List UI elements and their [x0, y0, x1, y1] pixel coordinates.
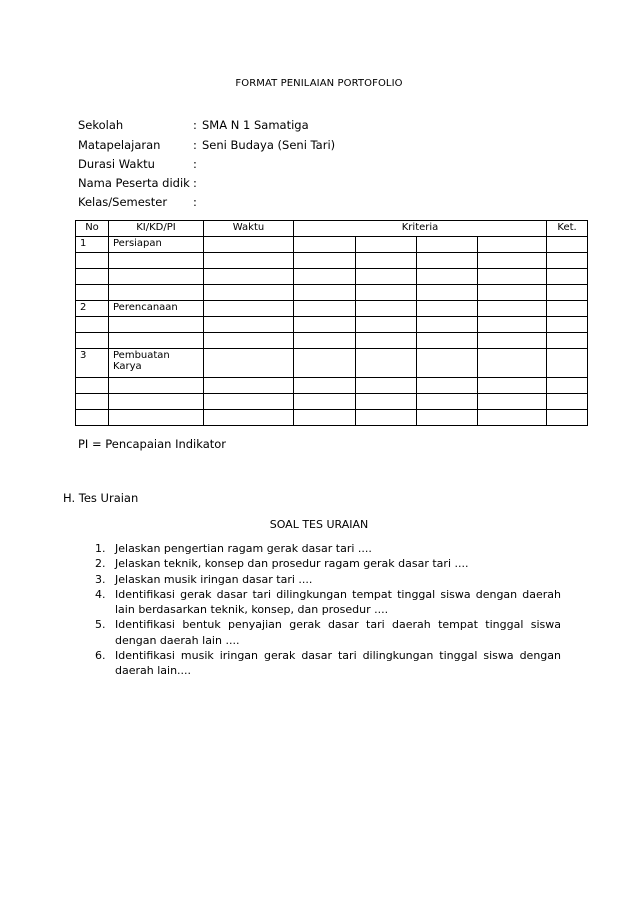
table-row — [76, 237, 588, 253]
list-item — [78, 617, 561, 648]
question-number: 3. — [95, 572, 106, 586]
list-item — [78, 648, 561, 679]
table-row — [76, 285, 588, 301]
list-item — [78, 556, 561, 571]
question-number: 4. — [95, 587, 106, 601]
info-label-nama: Nama Peserta didik — [78, 176, 190, 190]
cell-ki — [109, 269, 204, 285]
list-item — [78, 572, 561, 587]
table-row — [76, 394, 588, 410]
info-label-sekolah: Sekolah — [78, 118, 124, 132]
list-item — [78, 587, 561, 618]
table-row — [76, 333, 588, 349]
list-item — [78, 541, 561, 556]
section-heading: H. Tes Uraian — [63, 491, 139, 505]
info-colon: : — [193, 138, 197, 152]
info-colon: : — [193, 176, 197, 190]
table-row — [76, 301, 588, 317]
cell-no — [76, 269, 109, 285]
question-text: Identifikasi musik iringan gerak dasar tari dilingkungan tinggal siswa dengan daerah lain.... — [115, 649, 561, 678]
cell-ki: Perencanaan — [109, 301, 204, 317]
soal-title: SOAL TES URAIAN — [269, 518, 369, 531]
table-row — [76, 349, 588, 378]
info-label-kelas: Kelas/Semester — [78, 195, 168, 209]
cell-no — [76, 253, 109, 269]
cell-ki — [109, 253, 204, 269]
cell-ki — [109, 378, 204, 394]
question-number: 5. — [95, 618, 106, 632]
question-text: Jelaskan teknik, konsep dan prosedur ragam gerak dasar tari .... — [115, 557, 469, 571]
header-ki-kd-pi: KI/KD/PI — [109, 221, 204, 237]
cell-no — [76, 285, 109, 301]
question-text: Identifikasi bentuk penyajian gerak dasar tari daerah tempat tinggal siswa dengan daerah lain .... — [115, 618, 561, 647]
cell-ki: Persiapan — [109, 237, 204, 253]
table-row — [76, 317, 588, 333]
table-row — [76, 378, 588, 394]
info-value-sekolah: SMA N 1 Samatiga — [202, 118, 309, 132]
cell-no — [76, 394, 109, 410]
cell-no — [76, 333, 109, 349]
header-ket: Ket. — [547, 221, 588, 237]
cell-ki: Pembuatan Karya — [109, 349, 204, 378]
table-row — [76, 410, 588, 426]
question-list — [78, 541, 561, 679]
table-header-row — [76, 221, 588, 237]
cell-no — [76, 410, 109, 426]
cell-no — [76, 378, 109, 394]
question-number: 2. — [95, 557, 106, 571]
question-number: 1. — [95, 542, 106, 555]
portfolio-table — [75, 220, 588, 426]
info-colon: : — [193, 195, 197, 209]
cell-ki — [109, 410, 204, 426]
cell-ki — [109, 333, 204, 349]
header-kriteria: Kriteria — [294, 221, 547, 237]
cell-no: 3 — [76, 349, 109, 378]
info-label-durasi: Durasi Waktu — [78, 157, 155, 171]
info-colon: : — [193, 157, 197, 171]
table-note: PI = Pencapaian Indikator — [78, 437, 227, 451]
header-no: No — [76, 221, 109, 237]
question-number: 6. — [95, 649, 106, 663]
cell-ki — [109, 394, 204, 410]
question-text: Jelaskan pengertian ragam gerak dasar tari .... — [115, 542, 372, 555]
cell-ki — [109, 285, 204, 301]
info-label-matapelajaran: Matapelajaran — [78, 138, 161, 152]
question-text: Identifikasi gerak dasar tari dilingkungan tempat tinggal siswa dengan daerah lain berdasarkan teknik, konsep, dan prosedur .... — [115, 587, 561, 617]
cell-no — [76, 317, 109, 333]
cell-no: 2 — [76, 301, 109, 317]
table-row — [76, 269, 588, 285]
page-title: FORMAT PENILAIAN PORTOFOLIO — [235, 78, 403, 89]
info-colon: : — [193, 118, 197, 132]
cell-ki — [109, 317, 204, 333]
question-text: Jelaskan musik iringan dasar tari .... — [115, 572, 313, 586]
header-waktu: Waktu — [204, 221, 294, 237]
table-row — [76, 253, 588, 269]
cell-no: 1 — [76, 237, 109, 253]
info-value-matapelajaran: Seni Budaya (Seni Tari) — [202, 138, 336, 152]
